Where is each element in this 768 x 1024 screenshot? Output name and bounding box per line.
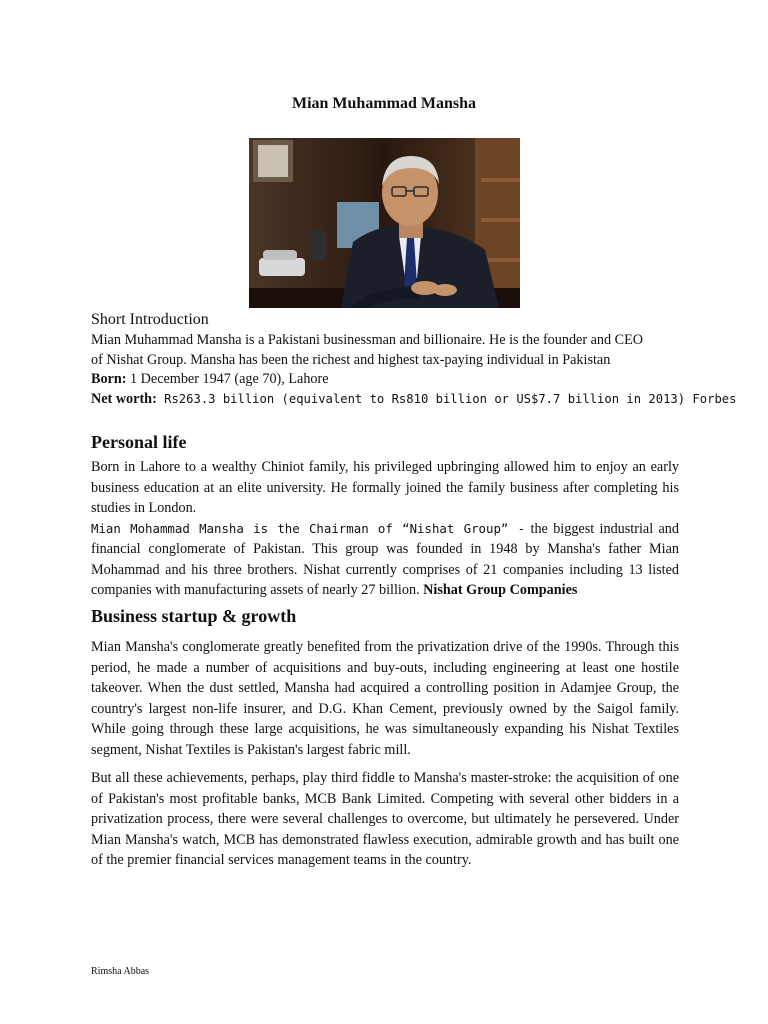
personal-life-section bbox=[91, 457, 679, 601]
portrait-photo bbox=[249, 138, 520, 308]
business-paragraph-1: Mian Mansha's conglomerate greatly benefited from the privatization drive of the 1990s. Through this period, he made a number of acquisitions and buy-outs, including engineering at least one hostile takeover. When the dust settled, Mansha had acquired a controlling position in Adamjee Group, the country's largest non-life insurer, and D.G. Khan Cement, previously owned by the Saigol family. While going through these large acquisitions, he was simultaneously expanding his Nishat Textiles segment, Nishat Textiles is Pakistan's largest fabric mill. bbox=[91, 639, 679, 758]
born-line bbox=[91, 370, 679, 390]
nishat-group-companies-text: Nishat Group Companies bbox=[423, 582, 578, 598]
personal-life-paragraph-1: Born in Lahore to a wealthy Chiniot family, his privileged upbringing allowed him to enjoy an early business education at an elite university. He formally joined the family business after completing his studies in London. bbox=[91, 459, 679, 516]
footer-author: Rimsha Abbas bbox=[91, 966, 150, 977]
short-intro-heading: Short Introduction bbox=[91, 311, 209, 328]
business-section bbox=[91, 637, 679, 871]
born-label: Born: bbox=[91, 371, 127, 387]
personal-life-paragraph-2 bbox=[91, 519, 679, 601]
chairman-rest-text: the biggest industrial and financial conglomerate of Pakistan. This group was founded in 1948 by Mansha's father Mian Mohammad and his three brothers. Nishat currently comprises of 21 companies including 13 listed companies with manufacturing assets of nearly 27 billion. bbox=[91, 520, 679, 598]
short-intro-section bbox=[91, 331, 737, 409]
networth-value: Rs263.3 billion (equivalent to Rs810 billion or US$7.7 billion in 2013) Forbes bbox=[156, 391, 737, 406]
networth-label: Net worth: bbox=[91, 390, 157, 407]
chairman-lead-text: Mian Mohammad Mansha is the Chairman of “Nishat Group” - bbox=[91, 520, 526, 536]
networth-line bbox=[91, 390, 737, 410]
born-value: 1 December 1947 (age 70), Lahore bbox=[126, 371, 329, 387]
intro-line-2: of Nishat Group. Mansha has been the richest and highest tax-paying individual in Pakistan bbox=[91, 351, 611, 368]
business-paragraph-2: But all these achievements, perhaps, play third fiddle to Mansha's master-stroke: the acquisition of one of Pakistan's most profitable banks, MCB Bank Limited. Competing with several other bidders in a privatization process, there were several challenges to overcome, but ultimately he persevered. Under Mian Mansha's watch, MCB has demonstrated flawless execution, admirable growth and has built one of the premier financial services management teams in the country. bbox=[91, 770, 679, 868]
personal-life-heading: Personal life bbox=[91, 432, 187, 452]
intro-line-1: Mian Muhammad Mansha is a Pakistani businessman and billionaire. He is the founder and CEO bbox=[91, 332, 644, 348]
business-heading: Business startup & growth bbox=[91, 606, 297, 626]
page-title: Mian Muhammad Mansha bbox=[291, 95, 477, 112]
